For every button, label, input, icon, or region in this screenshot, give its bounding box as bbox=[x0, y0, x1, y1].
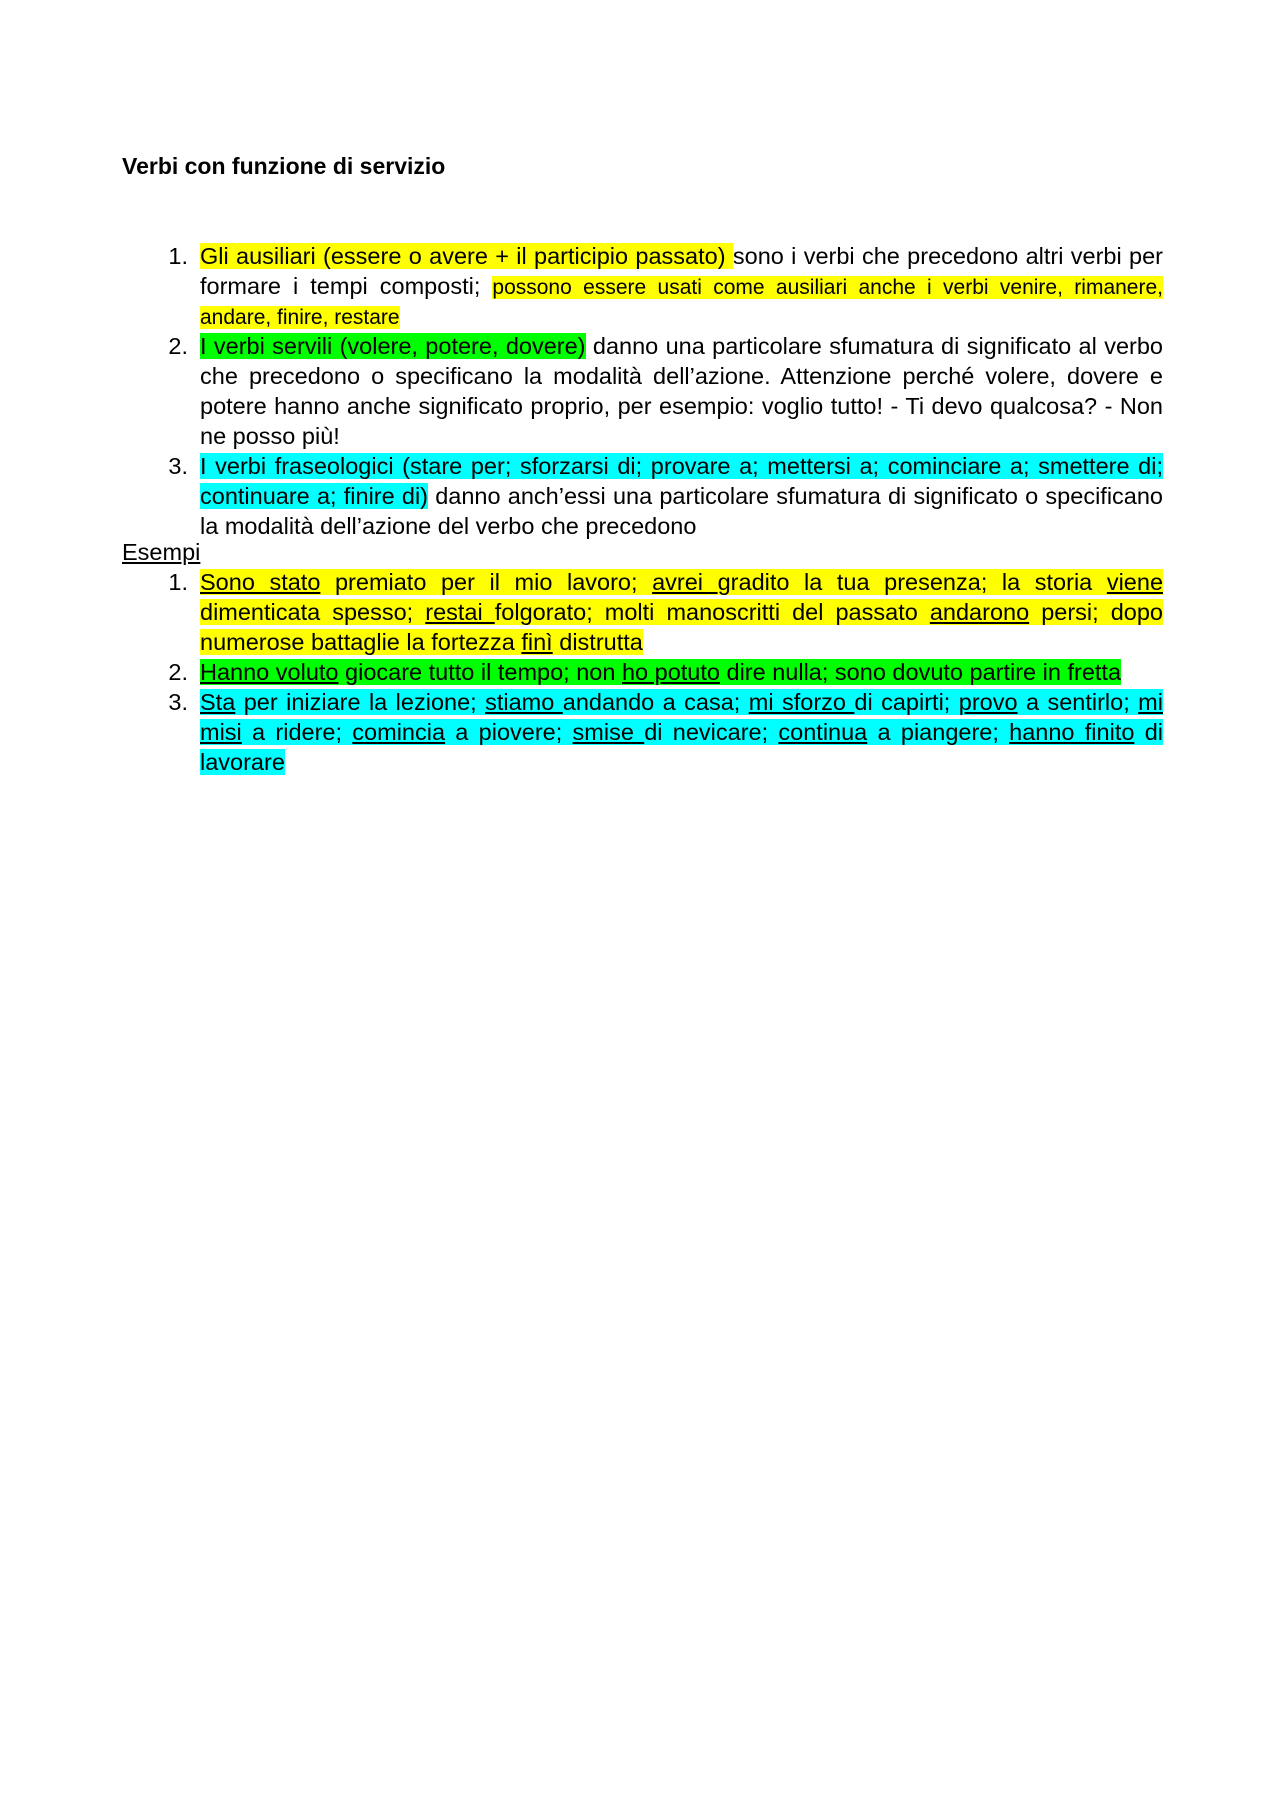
example-fragment: di lavorare bbox=[200, 719, 1163, 775]
examples-list bbox=[168, 567, 1164, 777]
example-fragment: giocare tutto il tempo; non bbox=[338, 659, 622, 685]
example-fragment: premiato per il mio lavoro; bbox=[320, 569, 653, 595]
underlined-verb-phrase: provo bbox=[958, 689, 1018, 715]
underlined-verb-phrase: hanno finito bbox=[1009, 719, 1135, 745]
example-fragment: gradito la tua presenza; la storia bbox=[717, 569, 1107, 595]
underlined-verb-phrase: stiamo bbox=[485, 689, 563, 715]
underlined-verb-phrase: mi misi bbox=[200, 689, 1163, 745]
example-fragment: andando a casa; bbox=[562, 689, 749, 715]
list-item bbox=[168, 657, 1163, 687]
underlined-verb-phrase: Hanno voluto bbox=[200, 659, 339, 685]
example-fragment: a piangere; bbox=[867, 719, 1010, 745]
example-fragment: di nevicare; bbox=[644, 719, 779, 745]
example-fragment: dire nulla; sono dovuto partire in fretta bbox=[719, 659, 1122, 685]
list-number: 1. bbox=[168, 243, 188, 269]
underlined-verb-phrase: avrei bbox=[652, 569, 718, 595]
example-fragment: a sentirlo; bbox=[1017, 689, 1139, 715]
highlighted-term: I verbi servili (volere, potere, dovere) bbox=[200, 333, 586, 359]
example-fragment: a piovere; bbox=[445, 719, 573, 745]
example-fragment: per iniziare la lezione; bbox=[235, 689, 486, 715]
list-number: 3. bbox=[168, 689, 188, 715]
underlined-verb-phrase: Sta bbox=[200, 689, 236, 715]
highlighted-term: I verbi fraseologici (stare per; sforzarsi di; provare a; mettersi a; cominciare a; smettere di; continuare a; finire di) bbox=[200, 453, 1163, 509]
underlined-verb-phrase: smise bbox=[572, 719, 645, 745]
list-number: 2. bbox=[168, 333, 188, 359]
highlighted-note: possono essere usati come ausiliari anche i verbi venire, rimanere, andare, finire, restare bbox=[200, 276, 1163, 329]
list-item bbox=[168, 687, 1163, 777]
underlined-verb-phrase: andarono bbox=[929, 599, 1030, 625]
example-text bbox=[200, 689, 1163, 775]
highlighted-term: Gli ausiliari (essere o avere + il participio passato) bbox=[200, 243, 733, 269]
underlined-verb-phrase: restai bbox=[425, 599, 495, 625]
underlined-verb-phrase: Sono stato bbox=[200, 569, 321, 595]
underlined-verb-phrase: finì bbox=[521, 629, 553, 655]
list-number: 3. bbox=[168, 453, 188, 479]
list-item bbox=[168, 241, 1163, 331]
list-item bbox=[168, 331, 1163, 451]
example-text bbox=[200, 659, 1121, 685]
list-number: 1. bbox=[168, 569, 188, 595]
underlined-verb-phrase: continua bbox=[778, 719, 868, 745]
section-label-esempi: Esempi bbox=[122, 539, 201, 565]
definitions-list bbox=[168, 241, 1163, 541]
underlined-verb-phrase: ho potuto bbox=[621, 659, 720, 685]
list-item bbox=[168, 451, 1163, 541]
example-fragment: di capirti; bbox=[854, 689, 959, 715]
definition-text: danno anch’essi una particolare sfumatura di significato o specificano la modalità dell’azione del verbo che precedono bbox=[200, 483, 1163, 539]
example-text bbox=[200, 569, 1163, 655]
underlined-verb-phrase: mi sforzo bbox=[748, 689, 855, 715]
underlined-verb-phrase: comincia bbox=[352, 719, 446, 745]
underlined-verb-phrase: viene bbox=[1106, 569, 1164, 595]
example-fragment: folgorato; molti manoscritti del passato bbox=[494, 599, 930, 625]
example-fragment: distrutta bbox=[552, 629, 643, 655]
example-fragment: persi; dopo numerose battaglie la fortezza bbox=[200, 599, 1163, 655]
list-item bbox=[168, 567, 1164, 657]
document-title: Verbi con funzione di servizio bbox=[122, 153, 446, 179]
definition-text: sono i verbi che precedono altri verbi per formare i tempi composti; bbox=[200, 243, 1163, 299]
example-fragment: a ridere; bbox=[241, 719, 353, 745]
list-number: 2. bbox=[168, 659, 188, 685]
example-fragment: dimenticata spesso; bbox=[200, 599, 426, 625]
definition-text: danno una particolare sfumatura di significato al verbo che precedono o specificano la modalità dell’azione. Attenzione perché volere, dovere e potere hanno anche significato proprio, per esempio: voglio tutto! - Ti devo qualcosa? - Non ne posso più! bbox=[200, 333, 1163, 449]
